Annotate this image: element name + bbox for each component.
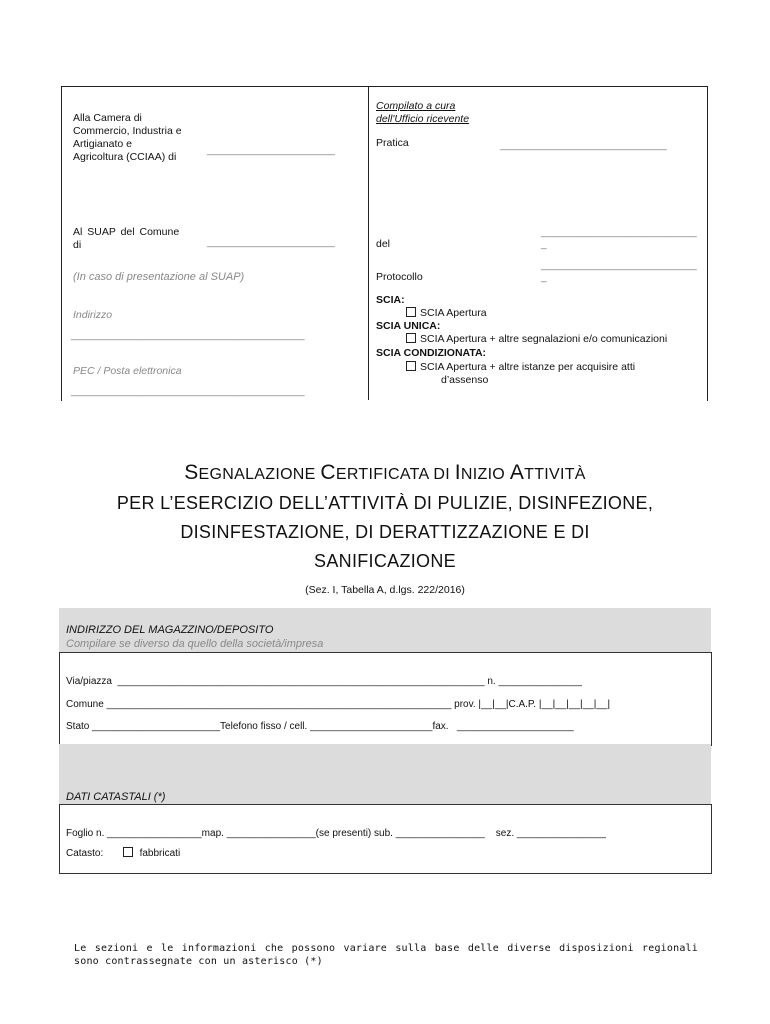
foglio-row[interactable]: Foglio n. _________________map. ________________(se presenti) sub. ________________ sez. ________________ bbox=[66, 828, 606, 839]
scia-option[interactable] bbox=[406, 307, 487, 320]
fabbricati-checkbox[interactable] bbox=[123, 847, 133, 857]
scia-checkbox[interactable] bbox=[406, 307, 416, 317]
via-piazza-row[interactable]: Via/piazza __________________________________________________________________ n. _______________ bbox=[66, 676, 582, 687]
magazzino-heading: INDIRIZZO DEL MAGAZZINO/DEPOSITO bbox=[66, 624, 274, 636]
catasto-label: Catasto: bbox=[66, 848, 104, 859]
indirizzo-field[interactable]: __________________________________________ bbox=[71, 330, 305, 341]
title-line-3: DISINFESTAZIONE, DI DERATTIZZAZIONE E DI bbox=[180, 522, 590, 542]
protocollo-label: Protocollo bbox=[376, 271, 423, 283]
scia-condizionata-option-cont: d’assenso bbox=[441, 374, 489, 386]
catasto-row bbox=[66, 847, 180, 860]
stato-row[interactable]: Stato _______________________Telefono fisso / cell. ______________________fax. _____________________ bbox=[66, 721, 574, 732]
scia-condizionata-heading: SCIA CONDIZIONATA: bbox=[376, 347, 487, 359]
header-divider bbox=[368, 86, 369, 400]
scia-condizionata-option-label: SCIA Apertura + altre istanze per acquisire atti bbox=[420, 361, 636, 373]
pratica-label: Pratica bbox=[376, 137, 409, 149]
scia-condizionata-option[interactable] bbox=[406, 361, 635, 374]
scia-unica-heading: SCIA UNICA: bbox=[376, 320, 441, 332]
scia-heading: SCIA: bbox=[376, 294, 405, 306]
title-line-4: SANIFICAZIONE bbox=[314, 551, 456, 571]
title-line-1: SEGNALAZIONE CERTIFICATA DI INIZIO ATTIVITÀ bbox=[184, 461, 586, 484]
catastali-heading: DATI CATASTALI (*) bbox=[66, 791, 166, 803]
suap-label: Al SUAP del Comune di bbox=[73, 226, 180, 251]
footer-note: Le sezioni e le informazioni che possono variare sulla base delle diverse disposizioni regionali sono contrassegnate con un asterisco (*) bbox=[74, 943, 698, 967]
cciaa-field[interactable]: _______________________ bbox=[207, 145, 335, 156]
protocollo-field[interactable]: ____________________________ _ bbox=[541, 260, 697, 283]
comune-row[interactable]: Comune ______________________________________________________________ prov. |__|__|C.A.P. |__|__|__|__|__| bbox=[66, 699, 611, 710]
suap-field[interactable]: _______________________ bbox=[207, 237, 335, 248]
pratica-field[interactable]: ______________________________ bbox=[500, 140, 667, 151]
fabbricati-label: fabbricati bbox=[139, 848, 181, 859]
pec-label: PEC / Posta elettronica bbox=[73, 365, 182, 377]
cciaa-label: Alla Camera di Commercio, Industria e Artigianato e Agricoltura (CCIAA) di bbox=[73, 112, 182, 163]
del-label: del bbox=[376, 238, 391, 250]
scia-condizionata-checkbox[interactable] bbox=[406, 361, 416, 371]
scia-unica-option-label: SCIA Apertura + altre segnalazioni e/o comunicazioni bbox=[420, 333, 668, 345]
suap-note: (In caso di presentazione al SUAP) bbox=[73, 271, 245, 283]
title-line-2: PER L’ESERCIZIO DELL’ATTIVITÀ DI PULIZIE, DISINFEZIONE, bbox=[116, 493, 654, 513]
scia-option-label: SCIA Apertura bbox=[420, 307, 487, 319]
scia-unica-checkbox[interactable] bbox=[406, 333, 416, 343]
compilato-label: Compilato a cura dell'Ufficio ricevente bbox=[376, 100, 470, 125]
del-field[interactable]: ____________________________ _ bbox=[541, 227, 697, 250]
scia-unica-option[interactable] bbox=[406, 333, 667, 346]
pec-field[interactable]: __________________________________________ bbox=[71, 386, 305, 397]
indirizzo-label: Indirizzo bbox=[73, 309, 113, 321]
document-subtitle: (Sez. I, Tabella A, d.lgs. 222/2016) bbox=[305, 584, 465, 596]
document-title bbox=[40, 458, 730, 576]
magazzino-note: Compilare se diverso da quello della società/impresa bbox=[66, 638, 324, 650]
